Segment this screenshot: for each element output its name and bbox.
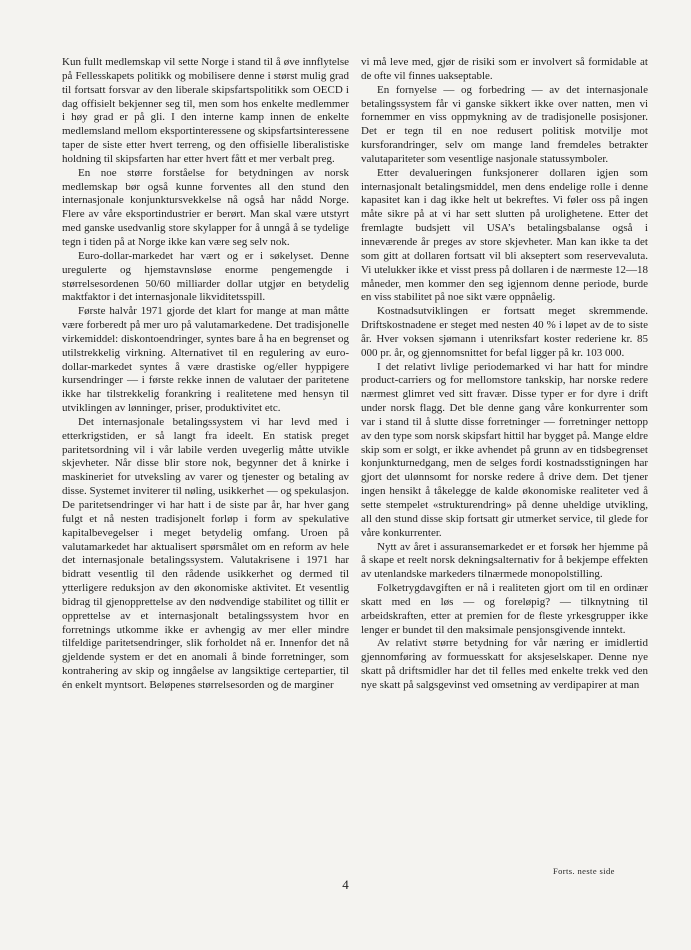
right-column: [361, 56, 648, 693]
paragraph: Kostnadsutviklingen er fortsatt meget skremmende. Driftskostnadene er steget med nesten 40 % i løpet av de to siste år. Hver voksen sjømann i utenriksfart koster rederiene kr. 85 000 pr. år, og gjennomsnittet for befal ligger på kr. 103 000.: [361, 305, 648, 359]
page-number: 4: [342, 877, 349, 892]
paragraph: I det relativt livlige periodemarked vi har hatt for mindre product-carriers og for mellomstore tankskip, har norske redere nærmest glimret ved sitt fravær. Disse typer er for dyre i drift under norsk flagg. Det ble denne gang våre konkurrenter som var i stand til å slutte disse forretninger — forretninger nettopp av den type som norsk skipsfart hittil har bygget på. Mange eldre skip som er solgt, er ikke avhendet på grunn av en tidsbegrenset konjunkturnedgang, men de selges fordi kostnadsstigningen har gjort det ulønnsomt for norske redere å drive dem. Det tjener ingen hensikt å tåkelegge de kalde økonomiske realiteter ved å sette stempelet «strukturendring» på denne uheldige utvikling, all den stund disse skip fortsatt gir utmerket service, til glede for våre konkurrenter.: [361, 360, 648, 539]
left-column: [62, 56, 349, 693]
paragraph: Det internasjonale betalingssystem vi har levd med i etterkrigstiden, er så langt fra ideelt. En statisk preget paritetsordning vil i vår labile verden uvegerlig måtte utvikle skjevheter. Når disse blir store nok, begynner det å knirke i maskineriet for utveksling av varer og tjenester og betaling av disse. Systemet inviterer til nøling, usikkerhet — og spekulasjon. De paritetsendringer vi har hatt i de siste par år, har hver gang fulgt et nå nesten tradisjonelt forløp i form av spekulative kapitalbevegelser i meget betydelig omfang. Uroen på valutamarkedet har aktualisert spørsmålet om en reform av hele det internasjonale betalingssystem. Valutakrisene i 1971 har bidratt vesentlig til den rådende usikkerhet og dermed til ytterligere reduksjon av den økonomiske aktivitet. Et vesentlig bidrag til gjenopprettelse av den nødvendige stabilitet og tillit er opprettelse av et internasjonalt betalingssystem hvor en forretnings utkomme ikke er avhengig av mer eller mindre tilfeldige paritetsendringer, slik forholdet nå er. Innenfor det nå gjeldende system er det en anomali å binde forretninger, som kontrahering av skip og inngåelse av langsiktige certepartier, til én enkelt myntsort. Beløpenes størrelsesorden og de marginer: [62, 415, 349, 691]
paragraph: En fornyelse — og forbedring — av det internasjonale betalingssystem får vi ganske sikkert ikke over natten, men vi fornemmer en viss oppmykning av de tradisjonelle posisjoner. Det er tegn til en noe redusert politisk motvilje mot kursforandringer, selv om mange land fremdeles betrakter valutapariteter som vesentlige nasjonale statussymboler.: [361, 83, 648, 165]
paragraph: Folketrygdavgiften er nå i realiteten gjort om til en ordinær skatt med en løs — og foreløpig? — tilknytning til arbeidskraften, etter at premien for de fleste yrkesgrupper ikke lenger er bundet til den maksimale pensjonsgivende inntekt.: [361, 582, 648, 636]
paragraph: En noe større forståelse for betydningen av norsk medlemskap bør også kunne forventes all den stund den internasjonale konjunktursvekkelse nå også har nådd Norge. Flere av våre eksportindustrier er berørt. Man skal være utstyrt med ganske usedvanlig store skylapper for å unngå å se tydelige tegn i tiden på at Norge ikke kan være seg selv nok.: [62, 166, 349, 248]
paragraph: Euro-dollar-markedet har vært og er i søkelyset. Denne uregulerte og hjemstavnsløse enorme pengemengde i størrelsesordenen 50/60 milliarder dollar utgjør en betydelig maktfaktor i det internasjonale likviditetsspill.: [62, 249, 349, 304]
paragraph: Etter devalueringen funksjonerer dollaren igjen som internasjonalt betalingsmiddel, men dens endelige rolle i denne kapasitet kan i dag ikke helt ut bekreftes. Vi føler oss på ingen måte sikre på at vi har sett slutten på urolighetene. Etter det fremlagte budsjett vil USA’s betalingsbalanse også i inneværende år preges av store skjevheter. Man kan ikke ta det som gitt at dollaren fortsatt vil bli akseptert som reservevaluta. Vi utelukker ikke et visst press på dollaren i de nærmeste 12—18 måneder, men kommer den seg igjennom denne periode, burde en viss stabilitet på noe sikt være oppnåelig.: [361, 166, 648, 304]
paragraph: Av relativt større betydning for vår næring er imidlertid gjennomføring av formuesskatt for aksjeselskaper. Denne nye skatt på driftsmidler har det til felles med enkelte trekk ved den nye skatt på salgsgevinst ved omsetning av verdipapirer at man: [361, 637, 648, 691]
paragraph: vi må leve med, gjør de risiki som er involvert så formidable at de ofte vil finnes uakseptable.: [361, 56, 648, 82]
paragraph: Første halvår 1971 gjorde det klart for mange at man måtte være forberedt på mer uro på valutamarkedene. Det tradisjonelle virkemiddel: diskontoendringer, syntes bare å ha en begrenset og utilstrekkelig virkning. Alternativet til en regulering av euro-dollar-markedet syntes å være drastiske og/eller hyppigere kursendringer — i første rekke innen de valutaer der paritetene ikke har tilstrekkelig forankring i realitetene med hensyn til utviklingen av lønninger, priser, produktivitet etc.: [62, 305, 349, 415]
paragraph: Nytt av året i assuransemarkedet er et forsøk her hjemme på å skape et reelt norsk dekningsalternativ for å bekjempe effekten av utenlandske markeders tilnærmede monopolstilling.: [361, 540, 648, 581]
continuation-note: Forts. neste side: [553, 866, 615, 876]
paragraph: Kun fullt medlemskap vil sette Norge i stand til å øve innflytelse på Fellesskapets politikk og mobilisere denne i størst mulig grad til fortsatt forsvar av den liberale skipsfartspolitikk som OECD i dag offisielt bekjenner seg til, men som hos enkelte medlemmer i høy grad er på gli. I den interne kamp innen de enkelte medlemsland mellom eksportinteressene og skipsfartsinteressene taper de siste etter hvert terreng, og den offisielle liberalistiske holdning til skipsfarten har etter hvert fått et mer verbalt preg.: [62, 56, 349, 165]
